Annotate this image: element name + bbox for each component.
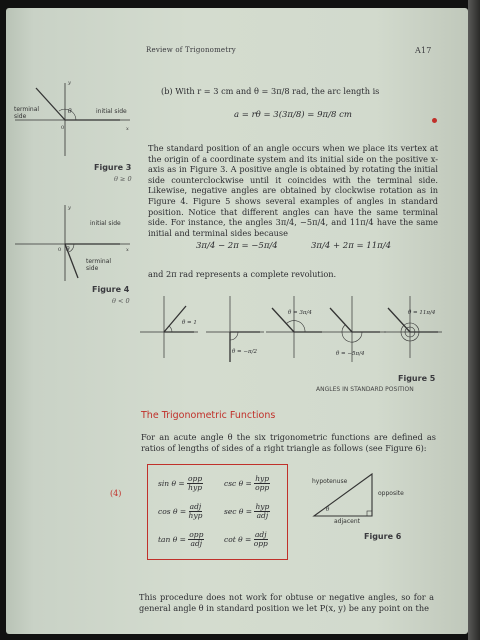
sin-num: opp bbox=[188, 474, 203, 483]
trig-fn-cot: cot θ bbox=[224, 535, 243, 544]
trig-def-sin: sin θ = $\frac{\text{opp}}{\text{hyp}}$ bbox=[158, 474, 203, 492]
svg-text:0: 0 bbox=[58, 247, 62, 253]
fig5-angle-5: θ = 11π/4 bbox=[408, 310, 436, 316]
trig-def-cos: cos θ = $\frac{\text{adj}}{\text{hyp}}$ bbox=[158, 502, 203, 520]
svg-text:y: y bbox=[68, 80, 71, 86]
figure-3-caption: Figure 3 bbox=[94, 163, 132, 172]
standard-position-paragraph: The standard position of an angle occurs when we place its vertex at the origin of a coordinate system and its initial side on the positive x-axis as in Figure 3. A positive angle is obtained by rotating the initial side counterclockwise until it coincides with the terminal side. Likewise, negative angles are obtained by clockwise rotation as in Figure 4. Figure 5 shows several examples of angles in standard position. Notice that different angles can have the same terminal side. For instance, the angles 3π/4, −5π/4, and 11π/4 have the same initial and terminal sides because bbox=[148, 143, 438, 238]
trig-fn-csc: csc θ bbox=[224, 479, 244, 488]
cos-den: hyp bbox=[188, 511, 203, 520]
fig5-angle-2: θ = −π/2 bbox=[232, 349, 257, 355]
obtuse-angles-paragraph: This procedure does not work for obtuse or negative angles, so for a general angle θ in standard position we let P(x, y) be any point on the bbox=[139, 592, 434, 613]
trig-fn-cos: cos θ bbox=[158, 507, 178, 516]
figure-5-sub: ANGLES IN STANDARD POSITION bbox=[316, 386, 414, 393]
fig4-theta: θ bbox=[66, 246, 70, 253]
part-b-intro: (b) With r = 3 cm and θ = 3π/8 rad, the arc length is bbox=[161, 86, 380, 96]
cot-den: opp bbox=[253, 539, 268, 548]
svg-text:0: 0 bbox=[61, 125, 65, 131]
arc-length-equation: a = rθ = 3(3π/8) = 9π/8 cm bbox=[234, 110, 352, 120]
figure-4-caption: Figure 4 bbox=[92, 285, 130, 294]
fig4-terminal-label: terminal side bbox=[86, 258, 112, 272]
fig6-opposite-label: opposite bbox=[378, 490, 404, 497]
trig-definitions-box bbox=[147, 464, 288, 560]
figure-4-sub: θ < 0 bbox=[112, 297, 130, 305]
csc-den: opp bbox=[255, 483, 270, 492]
fig5-angle-1: θ = 1 bbox=[182, 320, 197, 326]
section-title: The Trigonometric Functions bbox=[141, 410, 276, 421]
page-shadow-edge bbox=[468, 0, 480, 640]
trig-intro-paragraph: For an acute angle θ the six trigonometric functions are defined as ratios of lengths of sides of a right triangle as follows (see Figure 6): bbox=[141, 432, 436, 453]
equation-minus-2pi: 3π/4 − 2π = −5π/4 bbox=[196, 241, 278, 251]
equation-number: (4) bbox=[110, 489, 122, 498]
trig-def-cot: cot θ = $\frac{\text{adj}}{\text{opp}}$ bbox=[224, 530, 268, 548]
trig-def-tan: tan θ = $\frac{\text{opp}}{\text{adj}}$ bbox=[158, 530, 204, 548]
red-dot-marker bbox=[432, 118, 437, 123]
page-number: A17 bbox=[415, 46, 432, 55]
figure-4-diagram bbox=[10, 203, 135, 283]
cos-num: adj bbox=[189, 502, 202, 511]
csc-num: hyp bbox=[255, 474, 270, 483]
tan-den: adj bbox=[190, 539, 203, 548]
figure-3-sub: θ ≥ 0 bbox=[114, 175, 132, 183]
figure-5-diagrams bbox=[134, 290, 444, 370]
fig6-hypotenuse-label: hypotenuse bbox=[312, 478, 348, 485]
cot-num: adj bbox=[254, 530, 267, 539]
trig-fn-tan: tan θ bbox=[158, 535, 178, 544]
sec-num: hyp bbox=[255, 502, 270, 511]
equation-plus-2pi: 3π/4 + 2π = 11π/4 bbox=[311, 241, 391, 251]
sec-den: adj bbox=[256, 511, 269, 520]
fig6-adjacent-label: adjacent bbox=[334, 518, 360, 525]
fig3-theta: θ bbox=[68, 108, 72, 115]
complete-revolution-text: and 2π rad represents a complete revolution. bbox=[148, 269, 337, 279]
fig4-initial-label: initial side bbox=[90, 220, 121, 227]
svg-text:x: x bbox=[126, 126, 129, 132]
fig3-terminal-label: terminal side bbox=[14, 106, 40, 120]
tan-num: opp bbox=[189, 530, 204, 539]
fig5-angle-3: θ = 3π/4 bbox=[288, 310, 312, 316]
running-title: Review of Trigonometry bbox=[146, 46, 236, 54]
fig6-theta: θ bbox=[326, 507, 330, 513]
trig-def-sec: sec θ = $\frac{\text{hyp}}{\text{adj}}$ bbox=[224, 502, 270, 520]
figure-5-caption: Figure 5 bbox=[398, 374, 436, 383]
trig-def-csc: csc θ = $\frac{\text{hyp}}{\text{opp}}$ bbox=[224, 474, 270, 492]
fig5-angle-4: θ = −5π/4 bbox=[336, 351, 365, 357]
figure-6-caption: Figure 6 bbox=[364, 532, 402, 541]
sin-den: hyp bbox=[188, 483, 203, 492]
trig-fn-sec: sec θ bbox=[224, 507, 244, 516]
trig-fn-sin: sin θ bbox=[158, 479, 176, 488]
svg-text:y: y bbox=[68, 205, 71, 211]
fig3-initial-label: initial side bbox=[96, 108, 127, 115]
textbook-page bbox=[6, 8, 468, 634]
svg-text:x: x bbox=[126, 247, 129, 253]
